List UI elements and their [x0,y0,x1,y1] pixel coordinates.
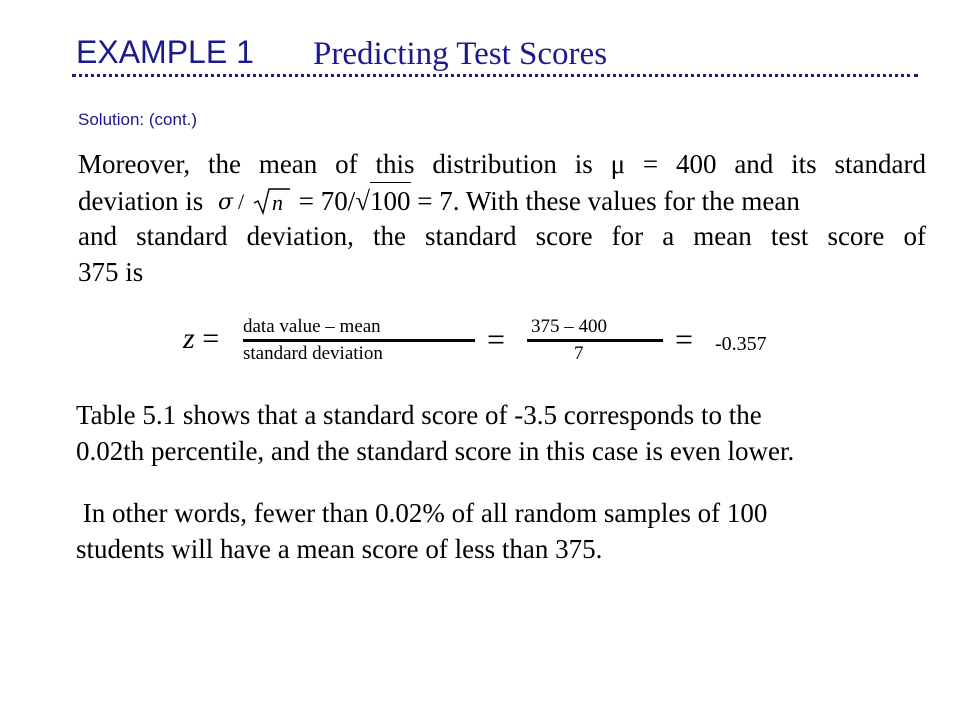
paragraph-percentile [76,397,924,469]
sigma-over-root-n-expression [210,186,292,216]
paragraph-mean-std [78,146,926,290]
paragraph1-line3: and standard deviation, the standard score for a mean test score of [78,221,926,251]
paragraph1-line2-end: = 7. With these values for the mean [417,186,800,216]
paragraph2-line1: Table 5.1 shows that a standard score of -3.5 corresponds to the [76,400,762,430]
sqrt-icon: √ [355,186,371,216]
formula-equals-3: = [675,321,694,357]
fraction2-denominator: 7 [574,343,584,364]
paragraph3-line2: students will have a mean score of less than 375. [76,534,603,564]
formula-equals-1: = [202,322,220,355]
paragraph1-line2-middle: = 70/ [298,186,356,216]
fraction1-denominator: standard deviation [243,343,383,364]
svg-text:n: n [271,190,283,215]
formula-z-symbol: z [183,322,195,355]
formula-equals-2: = [487,321,506,357]
formula-z-label [183,322,219,356]
formula-result: -0.357 [715,333,767,355]
paragraph-conclusion [76,495,924,567]
fraction1-bar [243,339,475,342]
fraction2-bar [527,339,663,342]
paragraph3-line1: In other words, fewer than 0.02% of all random samples of 100 [76,498,768,528]
solution-label: Solution: (cont.) [78,110,198,129]
page-title: Predicting Test Scores [313,36,608,72]
paragraph2-line2: 0.02th percentile, and the standard score in this case is even lower. [76,436,795,466]
example-label: EXAMPLE 1 [76,34,254,70]
fraction2-numerator: 375 – 400 [531,316,607,337]
paragraph1-sqrt-value: 100 [370,182,411,219]
paragraph1-line1: Moreover, the mean of this distribution is μ = 400 and its standard [78,149,926,179]
svg-text:σ: σ [217,190,234,215]
fraction1-numerator: data value – mean [243,316,381,337]
paragraph1-line2-start: deviation is [78,186,204,216]
svg-text:/: / [237,189,245,214]
title-divider [72,74,918,77]
paragraph1-line2 [78,182,926,218]
paragraph1-line4: 375 is [78,257,144,287]
